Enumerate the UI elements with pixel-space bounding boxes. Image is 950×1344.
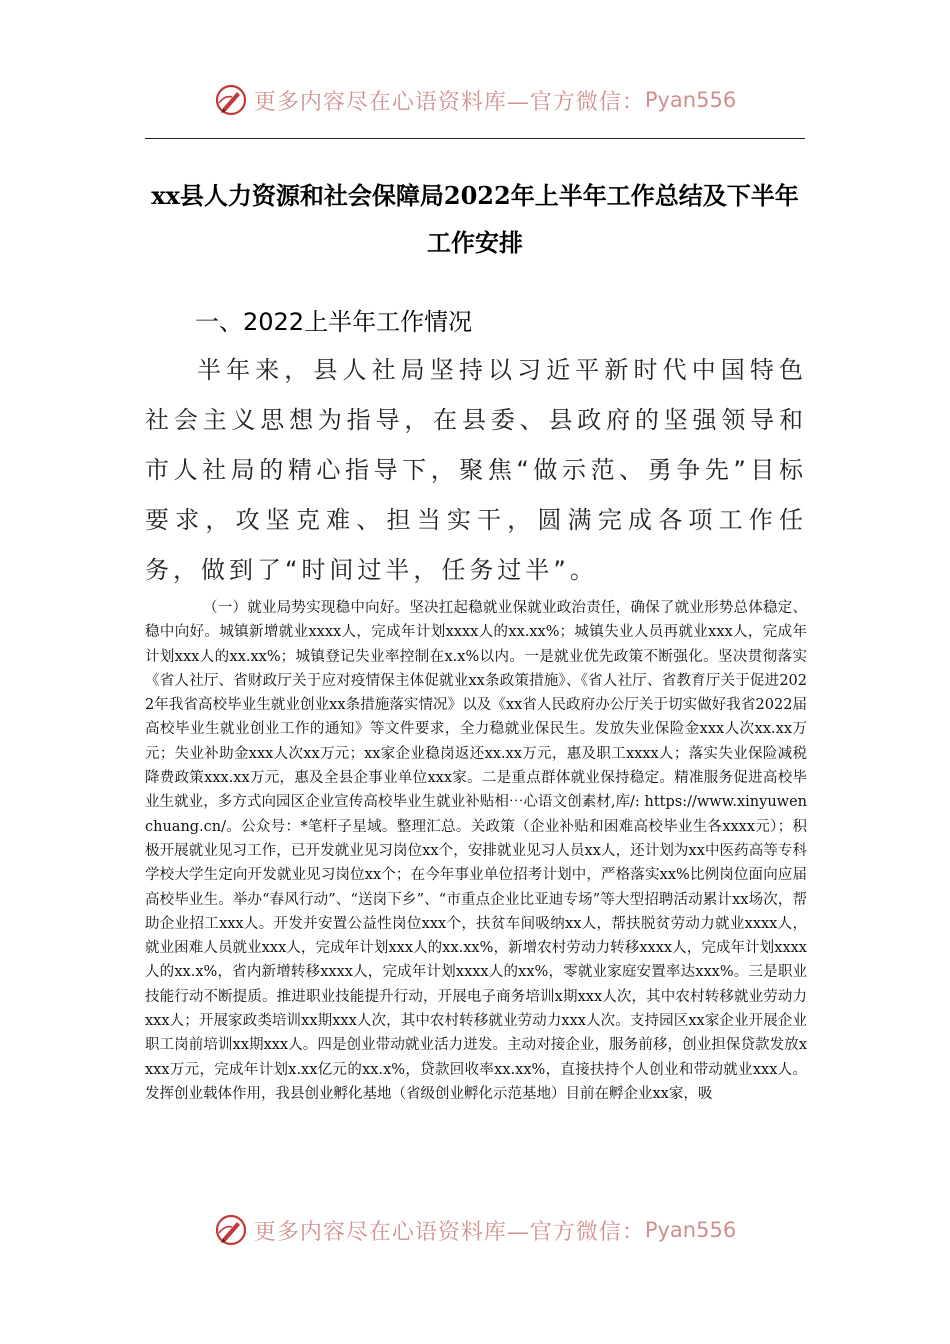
watermark-banner-bottom xyxy=(0,1206,950,1254)
watermark-banner-top xyxy=(0,76,950,124)
pen-logo-icon xyxy=(214,83,248,117)
watermark-text: 更多内容尽在心语资料库—官方微信： xyxy=(253,89,645,115)
intro-paragraph: 半年来，县人社局坚持以习近平新时代中国特色社会主义思想为指导，在县委、县政府的坚强领导和市人社局的精心指导下，聚焦“做示范、勇争先”目标要求，攻坚克难、担当实干，圆满完成各项工作任务，做到了“时间过半，任务过半”。 xyxy=(145,356,807,584)
document-title: xx县人力资源和社会保障局2022年上半年工作总结及下半年工作安排 xyxy=(151,181,799,257)
header-divider xyxy=(145,138,805,139)
section-heading: 一、2022上半年工作情况 xyxy=(195,308,473,336)
watermark-text: 更多内容尽在心语资料库—官方微信： xyxy=(253,1219,645,1245)
body-paragraph: （一）就业局势实现稳中向好。坚决扛起稳就业保就业政治责任，确保了就业形势总体稳定、稳中向好。城镇新增就业xxxx人，完成年计划xxxx人的xx.xx%；城镇失业人员再就业xxx人，完成年计划xxx人的xx.xx%；城镇登记失业率控制在x.x%以内。一是就业优先政策不断强化。坚决贯彻落实《省人社厅、省财政厅关于应对疫情保主体促就业xx条政策措施》、《省人社厅、省教育厅关于促进2022年我省高校毕业生就业创业xx条措施落实情况》以及《xx省人民政府办公厅关于切实做好我省2022届高校毕业生就业创业工作的通知》等文件要求，全力稳就业保民生。发放失业保险金xxx人次xx.xx万元；失业补助金xxx人次xx万元；xx家企业稳岗返还xx.xx万元，惠及职工xxxx人；落实失业保险减税降费政策xxx.xx万元，惠及全县企事业单位xxx家。二是重点群体就业保持稳定。精准服务促进高校毕业生就业，多方式向园区企业宣传高校毕业生就业补贴相⋯心语文创素材,库/: https://www.xinyuwenchuang.cn/。公众号：*笔杆子星域。整理汇总。关政策（企业补贴和困难高校毕业生各xxxx元）；积极开展就业见习工作，已开发就业见习岗位xx个，安排就业见习人员xx人，还计划为xx中医药高等专科学校大学生定向开发就业见习岗位xx个；在今年事业单位招考计划中，严格落实xx%比例岗位面向应届高校毕业生。举办“春风行动”、“送岗下乡”、“市重点企业比亚迪专场”等大型招聘活动累计xx场次，帮助企业招工xxx人。开发并安置公益性岗位xxx个，扶贫车间吸纳xx人，帮扶脱贫劳动力就业xxxx人，就业困难人员就业xxx人，完成年计划xxx人的xx.xx%，新增农村劳动力转移xxxx人，完成年计划xxxx人的xx.x%，省内新增转移xxxx人，完成年计划xxxx人的xx%，零就业家庭安置率达xxx%。三是职业技能行动不断提质。推进职业技能提升行动，开展电子商务培训x期xxx人次，其中农村转移就业劳动力xxx人；开展家政类培训xx期xxx人次，其中农村转移就业劳动力xxx人次。支持园区xx家企业开展企业职工岗前培训xx期xxx人。四是创业带动就业活力迸发。主动对接企业，服务前移，创业担保贷款发放xxxx万元，完成年计划x.xx亿元的xx.x%，贷款回收率xx.xx%，直接扶持个人创业和带动就业xxx人。发挥创业载体作用，我县创业孵化基地（省级创业孵化示范基地）目前在孵企业xx家，吸 xyxy=(145,600,807,1102)
watermark-wechat-id: Pyan556 xyxy=(644,88,737,112)
watermark-wechat-id: Pyan556 xyxy=(644,1218,737,1242)
pen-logo-icon xyxy=(214,1213,248,1247)
